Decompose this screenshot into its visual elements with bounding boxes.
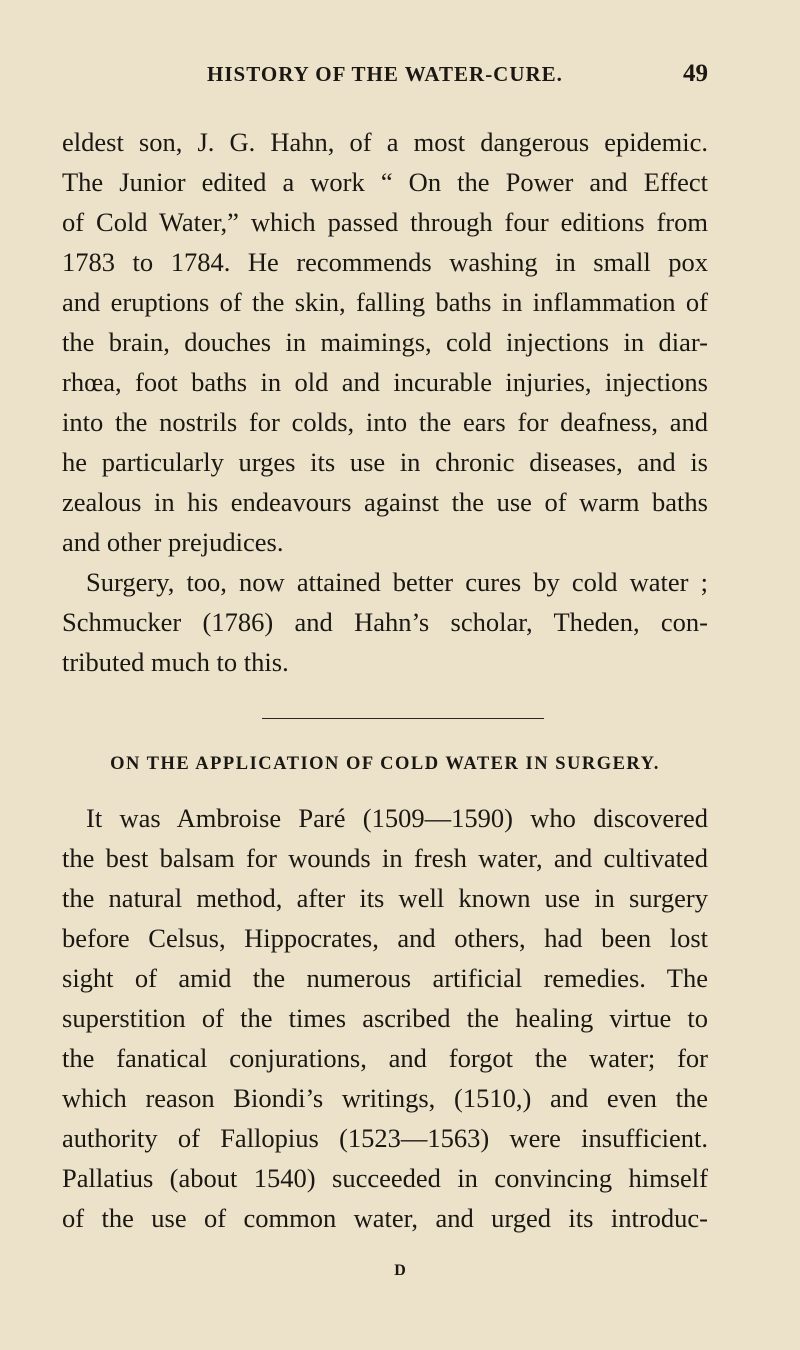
text-line: and eruptions of the skin, falling baths in inflammation of <box>62 287 708 317</box>
text-line: sight of amid the numerous artificial remedies. The <box>62 963 708 993</box>
text-line: tributed much to this. <box>62 647 289 677</box>
text-line: the fanatical conjurations, and forgot the water; for <box>62 1043 708 1073</box>
page-number: 49 <box>683 60 708 87</box>
section-heading: ON THE APPLICATION OF COLD WATER IN SURGERY. <box>110 754 660 774</box>
text-line: before Celsus, Hippocrates, and others, had been lost <box>62 923 708 953</box>
running-title: HISTORY OF THE WATER-CURE. <box>207 62 563 86</box>
text-line: the best balsam for wounds in fresh water, and cultivated <box>62 843 708 873</box>
text-line: and other prejudices. <box>62 527 284 557</box>
text-line: Pallatius (about 1540) succeeded in convincing himself <box>62 1163 708 1193</box>
text-line: eldest son, J. G. Hahn, of a most dangerous epidemic. <box>62 127 708 157</box>
running-header <box>62 62 708 92</box>
text-line: into the nostrils for colds, into the ears for deafness, and <box>62 407 708 437</box>
text-line: It was Ambroise Paré (1509—1590) who discovered <box>86 803 708 833</box>
text-line: of the use of common water, and urged its introduc- <box>62 1203 708 1233</box>
text-line: he particularly urges its use in chronic diseases, and is <box>62 447 708 477</box>
signature-mark: D <box>394 1262 406 1279</box>
text-line: the natural method, after its well known use in surgery <box>62 883 708 913</box>
text-line: superstition of the times ascribed the healing virtue to <box>62 1003 708 1033</box>
text-line: Surgery, too, now attained better cures by cold water ; <box>86 567 708 597</box>
text-line: The Junior edited a work “ On the Power and Effect <box>62 167 708 197</box>
text-line: zealous in his endeavours against the use of warm baths <box>62 487 708 517</box>
text-line: 1783 to 1784. He recommends washing in small pox <box>62 247 708 277</box>
section-divider <box>262 718 544 719</box>
text-line: which reason Biondi’s writings, (1510,) and even the <box>62 1083 708 1113</box>
text-line: Schmucker (1786) and Hahn’s scholar, Theden, con- <box>62 607 708 637</box>
text-line: authority of Fallopius (1523—1563) were insufficient. <box>62 1123 708 1153</box>
text-line: the brain, douches in maimings, cold injections in diar- <box>62 327 708 357</box>
text-line: of Cold Water,” which passed through four editions from <box>62 207 708 237</box>
text-line: rhœa, foot baths in old and incurable injuries, injections <box>62 367 708 397</box>
